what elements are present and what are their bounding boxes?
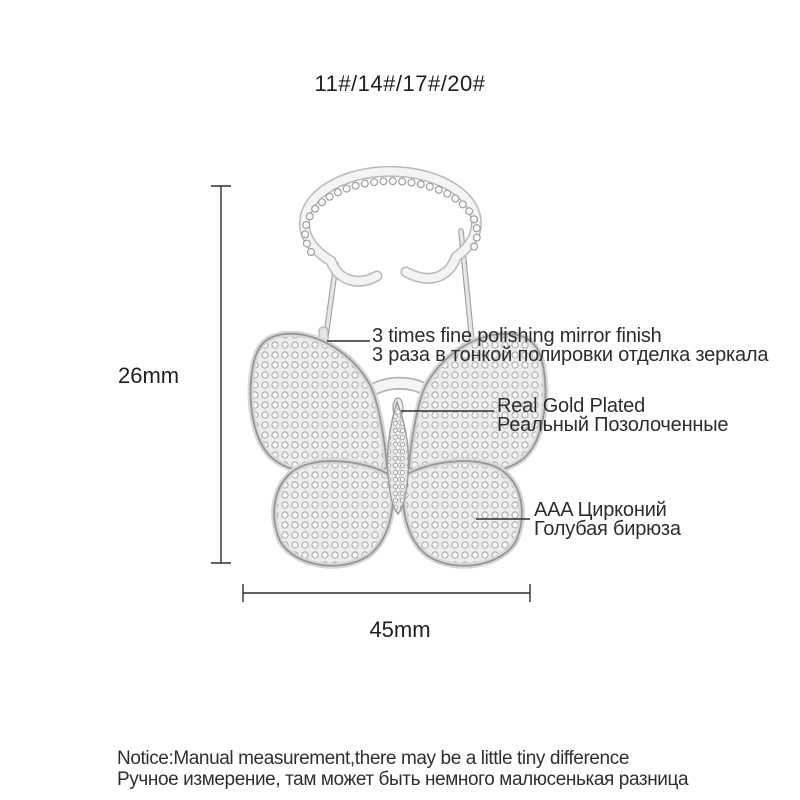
callout-stone-line2: Голубая бирюза [534,518,681,540]
lower-right-wing [403,461,522,566]
upper-left-wing [251,334,387,476]
left-prong [319,264,336,350]
measurement-notice [117,749,688,790]
callout-plating-line2: Реальный Позолоченные [497,414,729,436]
callout-plating-line1: Real Gold Plated [497,395,646,417]
height-dimension-line [211,186,231,563]
callout-polish [372,327,768,365]
lower-left-wing [274,461,393,566]
callout-stone-line1: AAA Цирконий [534,499,667,521]
butterfly-body [387,402,408,514]
width-dimension-line [243,584,530,602]
callout-plating [497,397,728,435]
width-dimension-label: 45mm [369,617,431,642]
measurement-notice-line1: Notice:Manual measurement,there may be a little tiny difference [117,748,629,769]
callout-polish-line1: 3 times fine polishing mirror finish [372,325,662,347]
top-open-band [304,171,477,281]
callout-stone [534,501,681,539]
callout-polish-line2: 3 раза в тонкой полировки отделка зеркала [372,344,769,366]
ring-jewel-group [251,171,546,565]
measurement-notice-line2: Ручное измерение, там может быть немного малюсенькая разница [117,768,689,790]
size-options-title: 11#/14#/17#/20# [314,71,486,96]
height-dimension-label: 26mm [118,363,180,388]
